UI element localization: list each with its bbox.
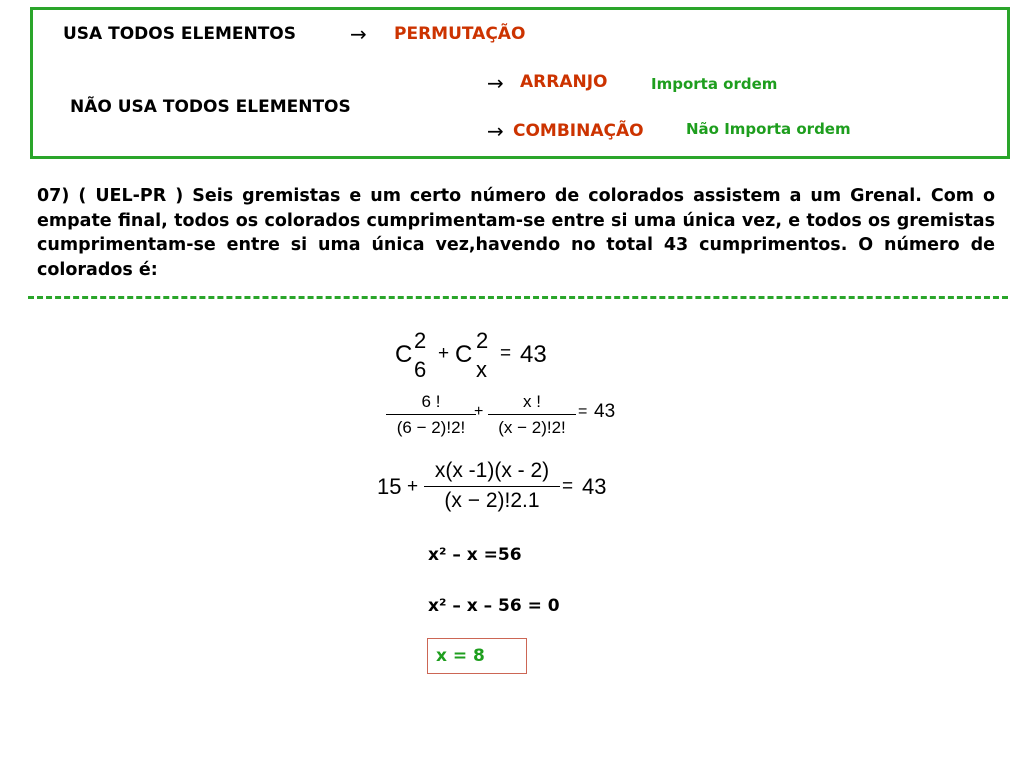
eq2-plus: +	[474, 403, 484, 420]
arrow-combination-icon: →	[487, 119, 504, 143]
eq1-k-left: 2	[414, 328, 427, 353]
eq1-plus: +	[438, 343, 450, 364]
eq3-plus: +	[407, 476, 419, 497]
eq3-lhs: 15	[377, 474, 402, 499]
problem-statement: 07) ( UEL-PR ) Seis gremistas e um certo número de colorados assistem a um Grenal. Com o empate final, todos os colorados cumprimentam-se entre si uma única vez, e todos os gremistas cumprimentam-se entre si uma única vez,havendo no total 43 cumprimentos. O número de colorados é:	[37, 186, 995, 280]
not-uses-all-elements-label: NÃO USA TODOS ELEMENTOS	[70, 97, 351, 117]
permutation-label: PERMUTAÇÃO	[394, 24, 526, 44]
eq1-equals: =	[500, 343, 512, 364]
eq3-denominator: (x − 2)!2.1	[444, 489, 540, 512]
combination-label: COMBINAÇÃO	[513, 121, 644, 141]
eq2-equals: =	[578, 403, 588, 420]
eq3-rhs: 43	[582, 474, 607, 499]
arrangement-note: Importa ordem	[651, 75, 778, 93]
eq1-c-right: C	[455, 341, 473, 368]
eq2-denominator-1: (6 − 2)!2!	[396, 418, 466, 437]
eq3-fraction-bar	[424, 486, 560, 487]
step-2: x² – x – 56 = 0	[428, 596, 560, 616]
eq3-numerator: x(x -1)(x - 2)	[434, 459, 550, 482]
eq2-fraction-bar-1	[386, 414, 476, 415]
arrow-permutation-icon: →	[350, 22, 367, 46]
arrangement-label: ARRANJO	[520, 72, 608, 92]
eq2-fraction-bar-2	[488, 414, 576, 415]
eq1-c-left: C	[395, 341, 413, 368]
eq2-numerator-2: x !	[523, 392, 541, 411]
eq2-denominator-2: (x − 2)!2!	[498, 418, 566, 437]
step-1: x² – x =56	[428, 545, 522, 565]
eq1-rhs: 43	[520, 341, 547, 368]
eq3-equals: =	[562, 476, 574, 497]
uses-all-elements-label: USA TODOS ELEMENTOS	[63, 24, 297, 44]
arrow-arrangement-icon: →	[487, 71, 504, 95]
dashed-separator	[28, 296, 1008, 299]
eq1-k-right: 2	[476, 328, 489, 353]
eq2-rhs: 43	[594, 401, 616, 422]
eq1-n-right: x	[476, 357, 487, 382]
combination-note: Não Importa ordem	[686, 120, 851, 138]
eq2-numerator-1: 6 !	[421, 392, 441, 411]
answer-text: x = 8	[436, 646, 485, 666]
eq1-n-left: 6	[414, 357, 427, 382]
